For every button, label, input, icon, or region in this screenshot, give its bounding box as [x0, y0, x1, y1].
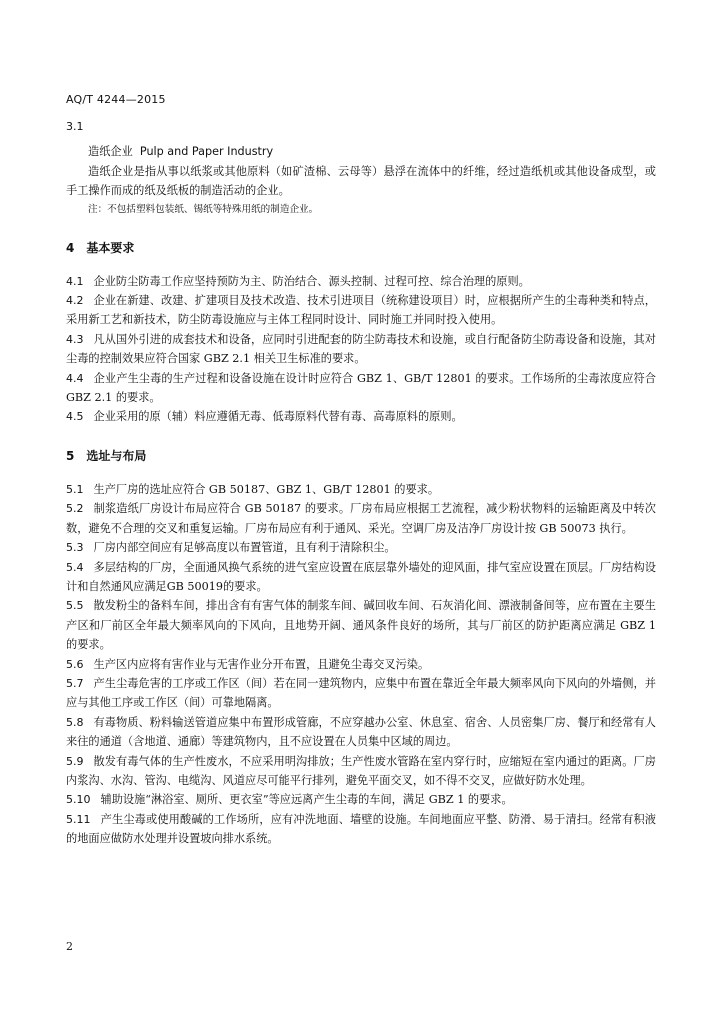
- clause-item-number: 5.2: [66, 502, 84, 516]
- clause-item: [66, 369, 656, 408]
- term-note: 注：不包括塑料包装纸、锡纸等特殊用纸的制造企业。: [88, 203, 319, 215]
- clause-number: 3.1: [66, 120, 84, 133]
- standard-id: AQ/T 4244—2015: [66, 93, 166, 106]
- clause-item-text: 散发有毒气体的生产性废水，不应采用明沟排放；生产性废水管路在室内穿行时，应缩短在室内通过的距离。厂房内浆沟、水沟、管沟、电缆沟、风道应尽可能平行排列，避免平面交叉，如不得不交叉，应做好防水处理。: [66, 754, 656, 787]
- clause-item-number: 5.6: [66, 657, 84, 671]
- clause-item-number: 4.1: [66, 274, 84, 288]
- clause-item-text: 辅助设施“淋浴室、厕所、更衣室”等应远离产生尘毒的车间，满足 GBZ 1 的要求。: [100, 793, 513, 807]
- clause-item-number: 4.5: [66, 410, 84, 424]
- section-heading-4: 4 基本要求: [66, 240, 135, 255]
- clause-item-text: 企业防尘防毒工作应坚持预防为主、防治结合、源头控制、过程可控、综合治理的原则。: [93, 274, 530, 288]
- clause-item: [66, 790, 656, 809]
- clause-item: [66, 538, 656, 557]
- page-number: 2: [66, 940, 73, 953]
- clause-item: [66, 480, 656, 499]
- clause-item: [66, 810, 656, 849]
- clause-item-number: 4.4: [66, 371, 84, 385]
- clause-item-number: 5.8: [66, 715, 84, 729]
- clause-item-number: 4.2: [66, 294, 84, 308]
- term-zh: 造纸企业: [88, 145, 133, 159]
- clause-item-text: 凡从国外引进的成套技术和设备，应同时引进配套的防尘防毒技术和设施，或自行配备防尘防毒设备和设施，其对尘毒的控制效果应符合国家 GBZ 2.1 相关卫生标准的要求。: [66, 332, 656, 366]
- clause-item-number: 5.3: [66, 541, 84, 555]
- clause-item: [66, 713, 656, 752]
- term-definition: 造纸企业是指从事以纸浆或其他原料（如矿渣棉、云母等）悬浮在流体中的纤维，经过造纸机或其他设备成型，或手工操作而成的纸及纸板的制造活动的企业。: [66, 164, 656, 198]
- document-body: [66, 117, 656, 849]
- clause-item-number: 5.7: [66, 676, 84, 690]
- clause-item: [66, 499, 656, 538]
- clause-item-text: 企业产生尘毒的生产过程和设备设施在设计时应符合 GBZ 1、GB/T 12801 的要求。工作场所的尘毒浓度应符合 GBZ 2.1 的要求。: [66, 371, 656, 405]
- clause-item-text: 产生尘毒或使用酸碱的工作场所，应有冲洗地面、墙壁的设施。车间地面应平整、防滑、易于清扫。经常有积液的地面应做防水处理并设置坡向排水系统。: [66, 812, 656, 846]
- clause-item-text: 多层结构的厂房，全面通风换气系统的进气室应设置在底层靠外墙处的迎风面，排气室应设置在顶层。厂房结构设计和自然通风应满足GB 50019的要求。: [66, 560, 656, 593]
- clause-item-text: 生产区内应将有害作业与无害作业分开布置，且避免尘毒交叉污染。: [93, 657, 430, 671]
- clause-item-text: 有毒物质、粉料输送管道应集中布置形成管廊，不应穿越办公室、休息室、宿舍、人员密集厂房、餐厅和经常有人来往的通道（含地道、通廊）等建筑物内，且不应设置在人员集中区域的周边。: [66, 715, 656, 749]
- clause-item-text: 产生尘毒危害的工序或工作区（间）若在同一建筑物内，应集中布置在靠近全年最大频率风向下风向的外墙侧，并应与其他工序或工作区（间）可靠地隔离。: [66, 676, 656, 710]
- clause-item-text: 制浆造纸厂房设计布局应符合 GB 50187 的要求。厂房布局应根据工艺流程，减少粉状物料的运输距离及中转次数，避免不合理的交叉和重复运输。厂房布局应有利于通风、采光。空调厂房及洁净厂房设计按 GB 50073 执行。: [66, 502, 656, 535]
- clause-item: [66, 674, 656, 713]
- clause-item-number: 5.1: [66, 482, 84, 496]
- clause-item-text: 厂房内部空间应有足够高度以布置管道，且有利于清除积尘。: [93, 541, 396, 555]
- clause-item: [66, 330, 656, 369]
- clause-item: [66, 558, 656, 597]
- clause-item: [66, 272, 656, 291]
- clause-item-number: 5.4: [66, 560, 84, 574]
- clause-item: [66, 291, 656, 330]
- clause-item-number: 5.10: [66, 793, 91, 807]
- clause-item-text: 生产厂房的选址应符合 GB 50187、GBZ 1、GB/T 12801 的要求。: [93, 482, 440, 496]
- clause-item-text: 企业在新建、改建、扩建项目及技术改造、技术引进项目（统称建设项目）时，应根据所产生的尘毒种类和特点，采用新工艺和新技术，防尘防毒设施应与主体工程同时设计、同时施工并同时投入使用。: [66, 294, 656, 327]
- section-heading-5: 5 选址与布局: [66, 448, 147, 463]
- clause-item: [66, 655, 656, 674]
- term-en: Pulp and Paper Industry: [139, 145, 274, 159]
- clause-item: [66, 407, 656, 426]
- term-title: [66, 142, 656, 161]
- clause-item: [66, 596, 656, 654]
- clause-item-number: 4.3: [66, 332, 84, 346]
- section4-list: [66, 272, 656, 427]
- section5-list: [66, 480, 656, 849]
- clause-item-text: 企业采用的原（辅）料应遵循无毒、低毒原料代替有毒、高毒原料的原则。: [93, 410, 463, 424]
- clause-item-number: 5.11: [66, 812, 91, 826]
- clause-item: [66, 752, 656, 791]
- clause-item-number: 5.9: [66, 754, 84, 768]
- clause-item-text: 散发粉尘的备料车间，排出含有有害气体的制浆车间、碱回收车间、石灰消化间、漂液制备间等，应布置在主要生产区和厂前区全年最大频率风向的下风向，且地势开阔、通风条件良好的场所，其与厂前区的防护距离应满足 GBZ 1 的要求。: [66, 599, 656, 652]
- clause-item-number: 5.5: [66, 599, 84, 613]
